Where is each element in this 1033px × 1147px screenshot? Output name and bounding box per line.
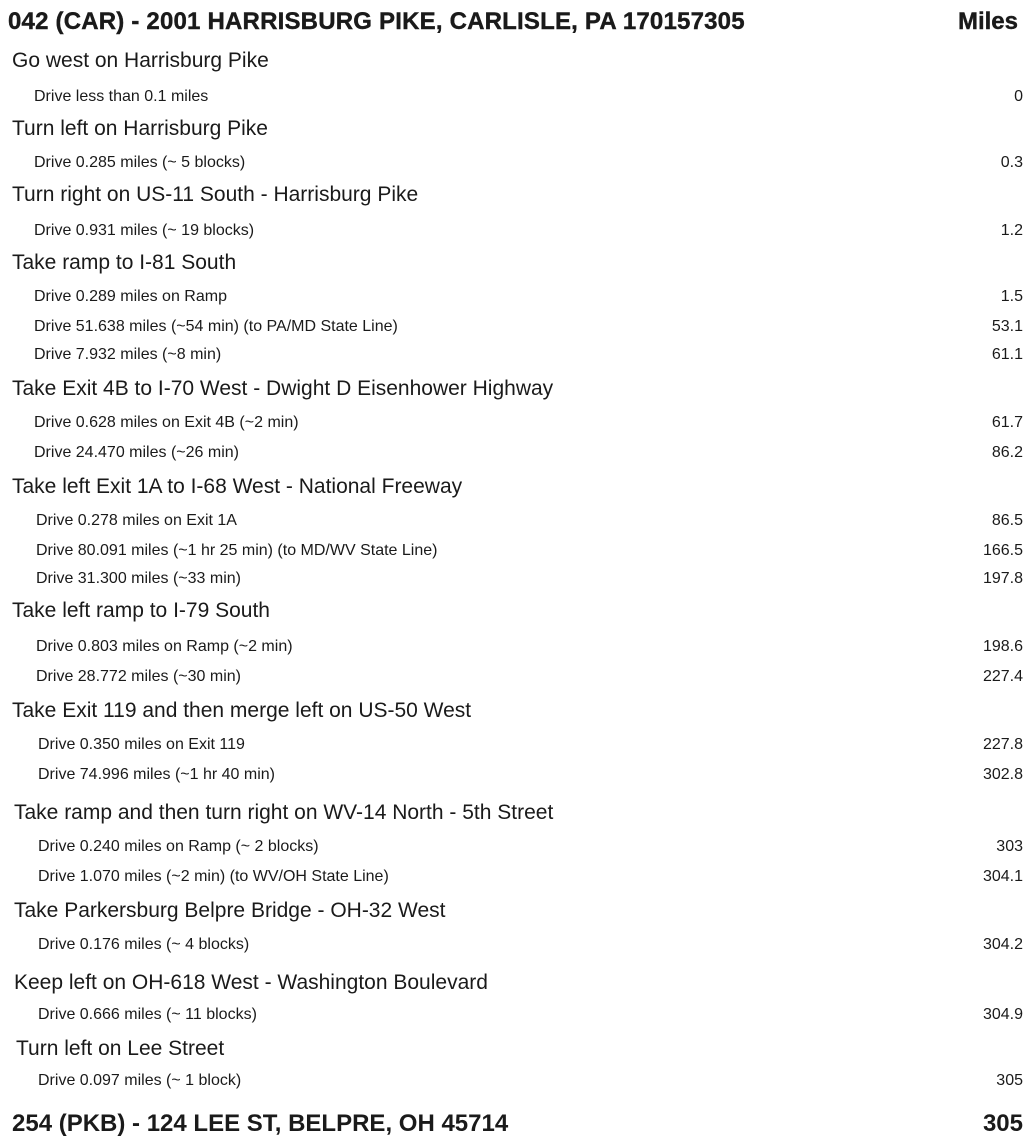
turn-instruction-row — [0, 596, 1033, 626]
drive-segment-text: Drive 0.350 miles on Exit 119 — [38, 736, 245, 753]
turn-instruction-text: Take left Exit 1A to I-68 West - National Freeway — [12, 475, 463, 498]
turn-instruction-row — [0, 896, 1033, 926]
cumulative-miles-value: 305 — [996, 1072, 1023, 1089]
cumulative-miles-value: 304.1 — [982, 868, 1023, 885]
drive-segment-row — [0, 834, 1033, 860]
route-footer — [0, 1106, 1033, 1142]
turn-instruction-row — [0, 696, 1033, 726]
turn-instruction-text: Go west on Harrisburg Pike — [12, 49, 269, 72]
drive-segment-text: Drive 7.932 miles (~8 min) — [34, 346, 222, 363]
turn-instruction-row — [0, 374, 1033, 404]
drive-segment-text: Drive 28.772 miles (~30 min) — [36, 668, 241, 685]
turn-instruction-text: Keep left on OH-618 West - Washington Boulevard — [14, 971, 488, 994]
turn-instruction-text: Take Exit 4B to I-70 West - Dwight D Eisenhower Highway — [12, 377, 554, 400]
cumulative-miles-value: 53.1 — [991, 318, 1023, 335]
drive-segment-text: Drive 74.996 miles (~1 hr 40 min) — [38, 766, 275, 783]
cumulative-miles-value: 1.2 — [1000, 222, 1023, 239]
drive-segment-row — [0, 342, 1033, 368]
drive-segment-text: Drive 0.285 miles (~ 5 blocks) — [34, 154, 246, 171]
drive-segment-text: Drive 24.470 miles (~26 min) — [34, 444, 239, 461]
cumulative-miles-value: 303 — [996, 838, 1023, 855]
cumulative-miles-value: 227.8 — [982, 736, 1023, 753]
drive-segment-row — [0, 864, 1033, 890]
turn-instruction-text: Take Exit 119 and then merge left on US-50 West — [12, 699, 472, 722]
drive-segment-row — [0, 284, 1033, 310]
cumulative-miles-value: 0 — [1014, 88, 1023, 105]
cumulative-miles-value: 304.9 — [982, 1006, 1023, 1023]
cumulative-miles-value: 86.5 — [991, 512, 1023, 529]
cumulative-miles-value: 86.2 — [991, 444, 1023, 461]
cumulative-miles-value: 302.8 — [982, 766, 1023, 783]
turn-instruction-row — [0, 472, 1033, 502]
turn-instruction-row — [0, 798, 1033, 828]
cumulative-miles-value: 198.6 — [982, 638, 1023, 655]
drive-segment-row — [0, 84, 1033, 110]
drive-segment-row — [0, 1002, 1033, 1028]
destination-title: 254 (PKB) - 124 LEE ST, BELPRE, OH 45714 — [12, 1110, 509, 1137]
drive-segment-row — [0, 566, 1033, 592]
turn-instruction-text: Turn right on US-11 South - Harrisburg Pike — [12, 183, 419, 206]
miles-column-header: Miles — [957, 8, 1018, 35]
drive-segment-row — [0, 1068, 1033, 1094]
drive-segment-row — [0, 410, 1033, 436]
turn-instruction-row — [0, 968, 1033, 998]
turn-instruction-text: Take Parkersburg Belpre Bridge - OH-32 West — [14, 899, 446, 922]
turn-instruction-text: Take left ramp to I-79 South — [12, 599, 270, 622]
turn-instruction-row — [0, 114, 1033, 144]
drive-segment-row — [0, 762, 1033, 788]
turn-instruction-text: Take ramp and then turn right on WV-14 North - 5th Street — [14, 801, 554, 824]
drive-segment-row — [0, 314, 1033, 340]
cumulative-miles-value: 61.7 — [991, 414, 1023, 431]
drive-segment-text: Drive 0.240 miles on Ramp (~ 2 blocks) — [38, 838, 319, 855]
drive-segment-row — [0, 634, 1033, 660]
drive-segment-text: Drive 1.070 miles (~2 min) (to WV/OH State Line) — [38, 868, 389, 885]
cumulative-miles-value: 304.2 — [982, 936, 1023, 953]
cumulative-miles-value: 1.5 — [1000, 288, 1023, 305]
turn-instruction-row — [0, 248, 1033, 278]
route-header — [8, 8, 1018, 44]
drive-segment-row — [0, 218, 1033, 244]
drive-segment-text: Drive 51.638 miles (~54 min) (to PA/MD State Line) — [34, 318, 398, 335]
drive-segment-text: Drive 0.278 miles on Exit 1A — [36, 512, 237, 529]
origin-title: 042 (CAR) - 2001 HARRISBURG PIKE, CARLISLE, PA 170157305 — [8, 8, 745, 35]
drive-segment-text: Drive 0.176 miles (~ 4 blocks) — [38, 936, 250, 953]
drive-segment-text: Drive less than 0.1 miles — [34, 88, 209, 105]
drive-segment-text: Drive 0.931 miles (~ 19 blocks) — [34, 222, 255, 239]
turn-instruction-row — [0, 46, 1033, 76]
drive-segment-row — [0, 538, 1033, 564]
drive-segment-row — [0, 440, 1033, 466]
turn-instruction-text: Turn left on Lee Street — [16, 1037, 225, 1060]
drive-segment-text: Drive 0.803 miles on Ramp (~2 min) — [36, 638, 293, 655]
cumulative-miles-value: 0.3 — [1000, 154, 1023, 171]
turn-instruction-row — [0, 180, 1033, 210]
cumulative-miles-value: 197.8 — [982, 570, 1023, 587]
turn-instruction-text: Take ramp to I-81 South — [12, 251, 237, 274]
drive-segment-row — [0, 664, 1033, 690]
drive-segment-row — [0, 150, 1033, 176]
drive-segment-row — [0, 732, 1033, 758]
cumulative-miles-value: 166.5 — [982, 542, 1023, 559]
cumulative-miles-value: 227.4 — [982, 668, 1023, 685]
drive-segment-row — [0, 932, 1033, 958]
drive-segment-text: Drive 80.091 miles (~1 hr 25 min) (to MD/WV State Line) — [36, 542, 438, 559]
total-miles: 305 — [982, 1110, 1023, 1137]
drive-segment-row — [0, 508, 1033, 534]
drive-segment-text: Drive 0.097 miles (~ 1 block) — [38, 1072, 242, 1089]
drive-segment-text: Drive 0.666 miles (~ 11 blocks) — [38, 1006, 257, 1023]
drive-segment-text: Drive 31.300 miles (~33 min) — [36, 570, 241, 587]
cumulative-miles-value: 61.1 — [991, 346, 1023, 363]
drive-segment-text: Drive 0.289 miles on Ramp — [34, 288, 227, 305]
turn-instruction-row — [0, 1034, 1033, 1064]
turn-instruction-text: Turn left on Harrisburg Pike — [12, 117, 268, 140]
drive-segment-text: Drive 0.628 miles on Exit 4B (~2 min) — [34, 414, 299, 431]
